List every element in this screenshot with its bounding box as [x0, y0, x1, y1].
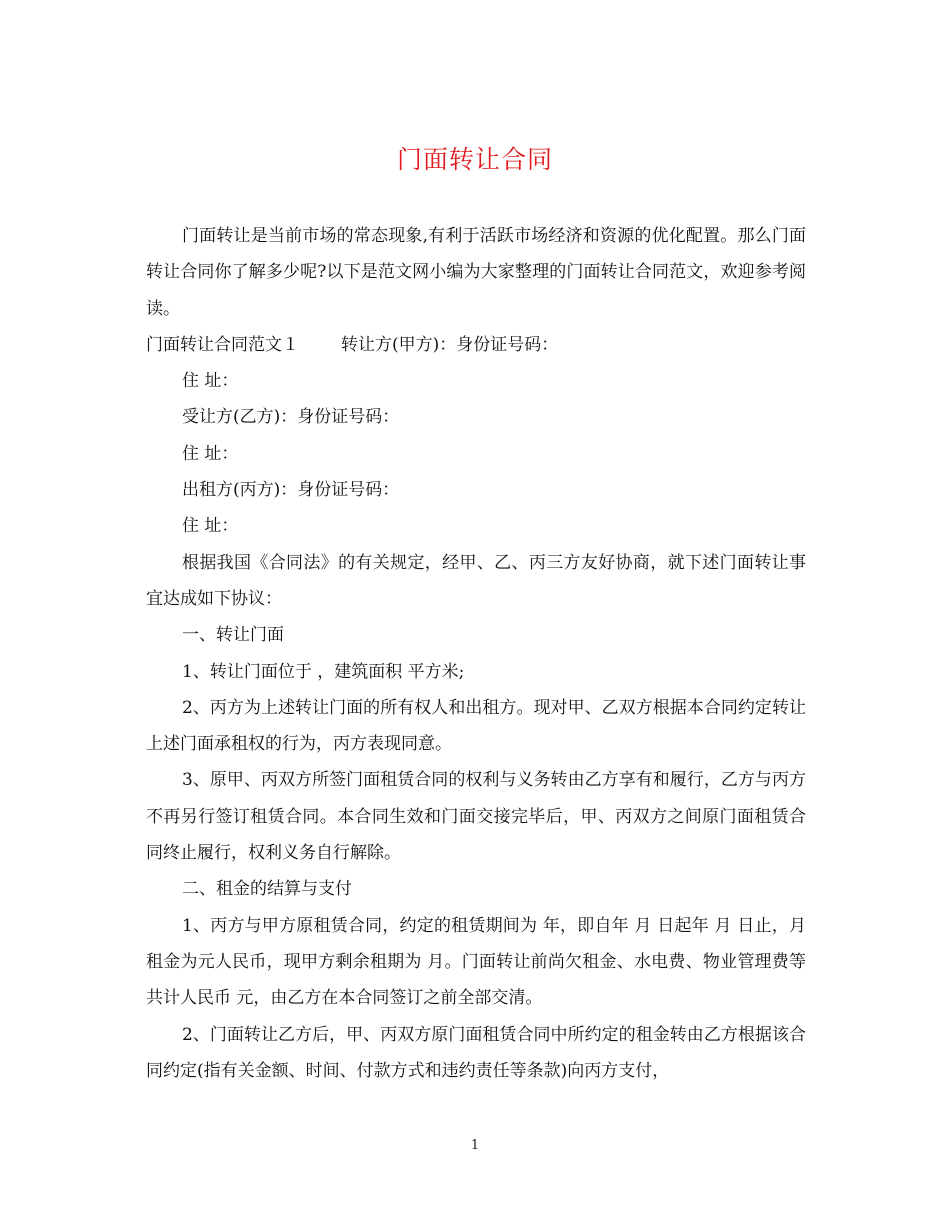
parties-first-line	[146, 327, 806, 363]
address-line-1: 住 址：	[182, 371, 239, 392]
section-2-item-2: 2、门面转让乙方后，甲、丙双方原门面租赁合同中所约定的租金转由乙方根据该合同约定(指有关金额、时间、付款方式和违约责任等条款)向丙方支付，	[146, 1024, 806, 1081]
section-1-item-1: 1、转让门面位于 ，建筑面积 平方米;	[182, 661, 465, 682]
section-1-item-3: 3、原甲、丙双方所签门面租赁合同的权利与义务转由乙方享有和履行，乙方与丙方不再另行签订租赁合同。本合同生效和门面交接完毕后，甲、丙双方之间原门面租赁合同终止履行，权利义务自行解除。	[146, 770, 806, 864]
section-2-heading: 二、租金的结算与支付	[182, 879, 352, 900]
address-line-3: 住 址：	[182, 516, 239, 537]
section-1-heading: 一、转让门面	[182, 625, 284, 646]
document-title: 门面转让合同	[396, 145, 553, 174]
party-a-line: 转让方(甲方)：身份证号码：	[341, 334, 559, 355]
address-line-2: 住 址：	[182, 443, 239, 464]
intro-paragraph: 门面转让是当前市场的常态现象,有利于活跃市场经济和资源的优化配置。那么门面转让合同你了解多少呢?以下是范文网小编为大家整理的门面转让合同范文，欢迎参考阅读。	[146, 226, 806, 319]
section-2-item-1: 1、丙方与甲方原租赁合同，约定的租赁期间为 年，即自年 月 日起年 月 日止，月租金为元人民币，现甲方剩余租期为 月。门面转让前尚欠租金、水电费、物业管理费等共计人民币 元，由乙方在本合同签订之前全部交清。	[146, 915, 806, 1009]
document-body	[146, 218, 806, 1089]
page-number: 1	[470, 1138, 480, 1153]
section-1-item-2: 2、丙方为上述转让门面的所有权人和出租方。现对甲、乙双方根据本合同约定转让上述门面承租权的行为，丙方表现同意。	[146, 697, 806, 755]
sample-label: 门面转让合同范文１	[146, 334, 299, 355]
party-b-line: 受让方(乙方)：身份证号码：	[182, 407, 400, 428]
preamble-paragraph: 根据我国《合同法》的有关规定，经甲、乙、丙三方友好协商，就下述门面转让事宜达成如下协议：	[146, 552, 806, 609]
party-c-line: 出租方(丙方)：身份证号码：	[182, 480, 400, 501]
